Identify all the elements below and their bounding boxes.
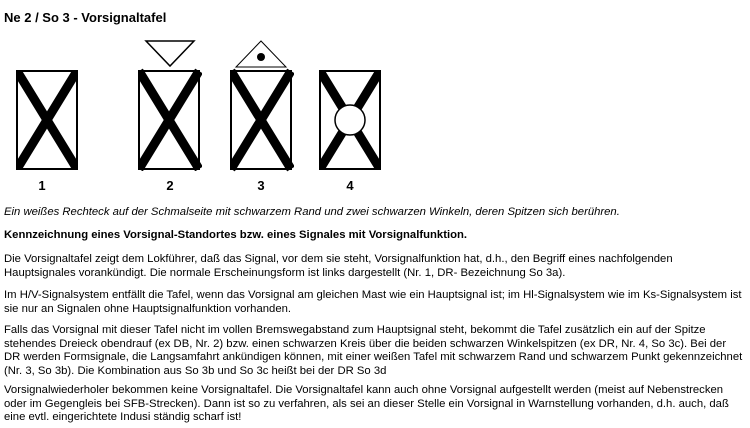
paragraph-4: Vorsignalwiederholer bekommen keine Vorsignaltafel. Die Vorsignaltafel kann auch ohne Vorsignal aufgestellt werden (meist auf Nebenstrecken oder im Gegengleis bei SFB-Strecken). Dann ist so zu verfahren, als sei an dieser Stelle ein Vorsignal in Warnstellung vorhanden, d.h. auch, daß eine evtl. eingerichtete Indusi ständig scharf ist! [4, 384, 729, 424]
sign-figures [0, 36, 420, 206]
figure-caption: Ein weißes Rechteck auf der Schmalseite mit schwarzem Rand und zwei schwarzen Winkeln, deren Spitzen sich berühren. [4, 206, 620, 218]
paragraph-3: Falls das Vorsignal mit dieser Tafel nicht im vollen Bremswegabstand zum Hauptsignal steht, bekommt die Tafel zusätzlich ein auf der Spitze stehendes Dreieck obendrauf (ex DB, Nr. 2) bzw. einen schwarzen Kreis über die beiden schwarzen Winkelspitzen (ex DR, Nr. 4, So 3c). Bei der DR werden Formsignale, die Langsamfahrt ankündigen können, mit einer weißen Tafel mit schwarzem Rand und schwarzem Punkt gekennzeichnet (Nr. 3, So 3b). Die Kombination aus So 3b und So 3c heißt bei der DR So 3d [4, 324, 743, 377]
sign-number-2: 2 [166, 178, 174, 193]
paragraph-2: Im H/V-Signalsystem entfällt die Tafel, wenn das Vorsignal am gleichen Mast wie ein Hauptsignal ist; im Hl-Signalsystem wie im Ks-Signalsystem ist sie nur an Signalen ohne Hauptsignalfunktion vorhanden. [4, 289, 742, 315]
sign-number-4: 4 [346, 178, 354, 193]
sign-number-1: 1 [38, 178, 46, 193]
page-title: Ne 2 / So 3 - Vorsignaltafel [4, 10, 167, 25]
vorsignaltafel-with-circle-icon [319, 70, 381, 170]
paragraph-1: Die Vorsignaltafel zeigt dem Lokführer, daß das Signal, vor dem sie steht, Vorsignalfunktion hat, d.h., den Begriff eines nachfolgenden Hauptsignales vorankündigt. Die normale Erscheinungsform ist links dargestellt (Nr. 1, DR- Bezeichnung So 3a). [4, 253, 673, 279]
vorsignaltafel-plain-icon [16, 70, 78, 170]
sign-number-3: 3 [257, 178, 265, 193]
section-heading: Kennzeichnung eines Vorsignal-Standortes bzw. eines Signales mit Vorsignalfunktion. [4, 229, 468, 241]
vorsignaltafel-with-triangle-icon [138, 39, 202, 171]
vorsignaltafel-with-dot-triangle-icon [230, 40, 294, 172]
